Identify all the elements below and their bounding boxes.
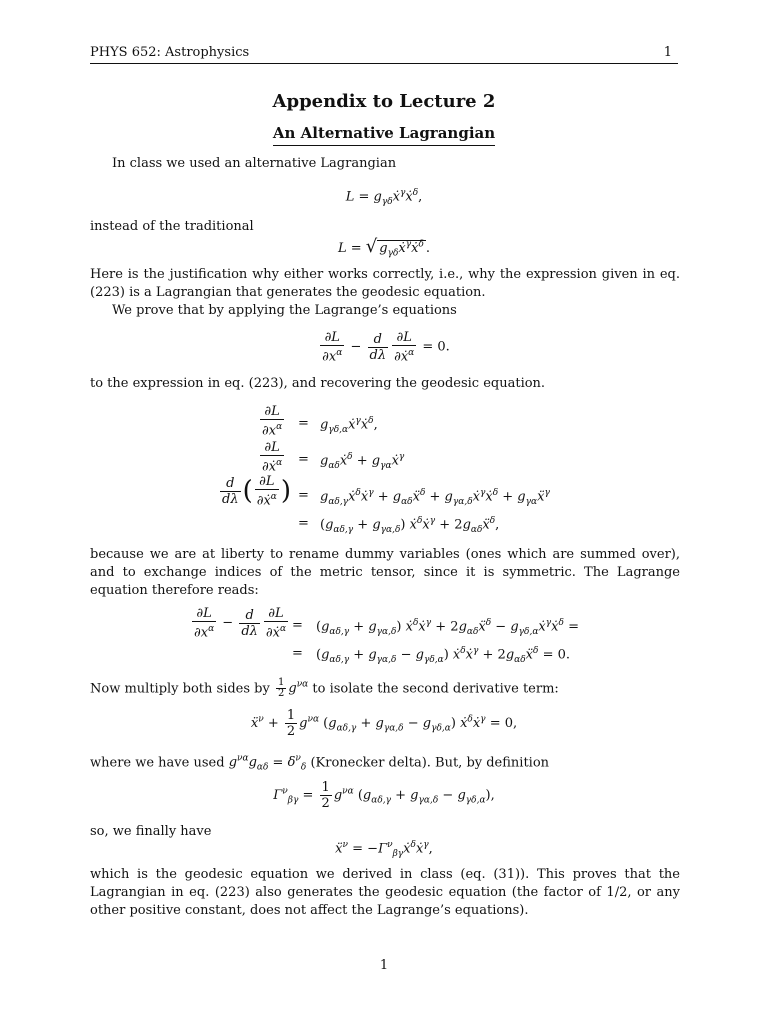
header-rule — [90, 63, 678, 64]
paragraph-1: In class we used an alternative Lagrangian — [112, 156, 397, 171]
paragraph-3: Here is the justification why either works correctly, i.e., why the expression given in eq. (223) is a Lagrangian that generates the geodesic equation. — [90, 267, 680, 300]
header-page-number: 1 — [663, 45, 672, 60]
paragraph-5: to the expression in eq. (223), and recovering the geodesic equation. — [90, 376, 546, 391]
course-title: PHYS 652: Astrophysics — [90, 45, 250, 60]
section-subtitle: An Alternative Lagrangian — [0, 124, 768, 142]
equation-christoffel-definition: $\Gamma^\nu_{\beta\gamma}$ = $\frac{1}{2}$ $g^{\nu\alpha}$ $(g_{\alpha\delta,\gamma} + g_{\gamma\alpha,\delta} - g_{\gamma\delta,\alpha})$, — [273, 780, 495, 811]
paragraph-9: so, we finally have — [90, 824, 212, 839]
page-title: Appendix to Lecture 2 — [272, 91, 496, 112]
paragraph-8: where we have used $g^{\nu\alpha}g_{\alpha\delta} = \delta^\nu_\delta$ (Kronecker delta). But, by definition — [90, 754, 550, 773]
equation-geodesic: ẍ$^\nu$ = $-\Gamma^\nu_{\beta\gamma}ẋ^\delta ẋ^\gamma$, — [335, 840, 433, 859]
equation-lagrange: $\frac{\partial L}{\partial x^\alpha}$ − $\frac{d}{d\lambda}$ $\frac{\partial L}{\partial ẋ^\alpha}$ = 0. — [322, 330, 450, 365]
paragraph-7: Now multiply both sides by $\frac{1}{2}$ $g^{\nu\alpha}$ to isolate the second derivative term: — [90, 677, 559, 700]
footer-page-number: 1 — [379, 958, 389, 973]
paragraph-4: We prove that by applying the Lagrange’s equations — [112, 303, 457, 318]
paragraph-10: which is the geodesic equation we derived in class (eq. (31)). This proves that the Lagrangian in eq. (223) also generates the geodesic equation (the factor of 1/2, or any other positive constant, does not affect the Lagrange’s equations). — [90, 867, 680, 918]
equation-traditional-lagrangian: L = √ $g_{\gamma\delta}ẋ^\gamma ẋ^\delta$ . — [337, 236, 431, 259]
equation-second-derivative: ẍ$^\nu$ + $\frac{1}{2}$ $g^{\nu\alpha}$ $(g_{\alpha\delta,\gamma} + g_{\gamma\alpha,\delta} - g_{\gamma\delta,\alpha})$ ẋ$^\delta$ẋ$^\gamma$ = 0, — [250, 708, 518, 739]
equation-alt-lagrangian: $L = g_{\gamma\delta}ẋ^\gamma ẋ^\delta$, — [345, 188, 423, 207]
paragraph-2: instead of the traditional — [90, 219, 254, 234]
paragraph-6: because we are at liberty to rename dummy variables (ones which are summed over), and to exchange indices of the metric tensor, since it is symmetric. The Lagrange equation therefore reads: — [90, 547, 680, 598]
document-page: PHYS 652: Astrophysics 1 Appendix to Lecture 2 An Alternative Lagrangian In class we used an alternative Lagrangian $L = g_{\gamma\delta}ẋ^\gamma ẋ^\delta$, instead of the traditional L = √ $g_{\gamma\delta}ẋ^\gamma ẋ^\delta$ . Here is the justification why either works correctly, i.e., why the expression given in eq. (223) is a Lagrangian that generates the geodesic equation. We prove that by applying the Lagrange’s equations $\frac{\partial L}{\partial x^\alpha}$ − $\frac{d}{d\lambda}$ $\frac{\partial L}{\partial ẋ^\alpha}$ = 0. to the expression in eq. (223), and recovering the geodesic equation. $\frac{\partial L}{\partial x^\alpha}$ = $g_{\gamma\delta,\alpha}ẋ^\gamma ẋ^\delta$, $\frac{\partial L}{\partial ẋ^\alpha}$ = $g_{\alpha\delta}ẋ^\delta$ + $g_{\gamma\alpha}ẋ^\gamma$ $\frac{d}{d\lambda}$ ( $\frac{\partial L}{\partial ẋ^\alpha}$ ) = $g_{\alpha\delta,\gamma}ẋ^\delta ẋ^\gamma$ + $g_{\alpha\delta}ẍ^\delta$ + $g_{\gamma\alpha,\delta}ẋ^\gamma ẋ^\delta$ + $g_{\gamma\alpha}ẍ^\gamma$ = $(g_{\alpha\delta,\gamma} + g_{\gamma\alpha,\delta})$ ẋ$^\delta$ẋ$^\gamma$ + $2g_{\alpha\delta}ẍ^\delta$, because we are at liberty to rename dummy variables (ones which are summed over), and to exchange indices of the metric tensor, since it is symmetric. The Lagrange equation therefore reads: $\frac{\partial L}{\partial x^\alpha}$ − $\frac{d}{d\lambda}$ $\frac{\partial L}{\partial ẋ^\alpha}$ = $(g_{\alpha\delta,\gamma} + g_{\gamma\alpha,\delta})$ ẋ$^\delta$ẋ$^\gamma$ + $2g_{\alpha\delta}ẍ^\delta$ − $g_{\gamma\delta,\alpha}ẋ^\gamma ẋ^\delta$ = = $(g_{\alpha\delta,\gamma} + g_{\gamma\alpha,\delta} - g_{\gamma\delta,\alpha})$ ẋ$^\delta$ẋ$^\gamma$ + $2g_{\alpha\delta}ẍ^\delta = 0$. Now multiply both sides by $\frac{1}{2}$ $g^{\nu\alpha}$ to isolate the second derivative term: ẍ$^\nu$ + $\frac{1}{2}$ $g^{\nu\alpha}$ $(g_{\alpha\delta,\gamma} + g_{\gamma\alpha,\delta} - g_{\gamma\delta,\alpha})$ ẋ$^\delta$ẋ$^\gamma$ = 0, where we have used $g^{\nu\alpha}g_{\alpha\delta} = \delta^\nu_\delta$ (Kronecker delta). But, by definition $\Gamma^\nu_{\beta\gamma}$ = $\frac{1}{2}$ $g^{\nu\alpha}$ $(g_{\alpha\delta,\gamma} + g_{\gamma\alpha,\delta} - g_{\gamma\delta,\alpha})$, so, we finally have ẍ$^\nu$ = $-\Gamma^\nu_{\beta\gamma}ẋ^\delta ẋ^\gamma$, which is the geodesic equation we derived in class (eq. (31)). This proves that the Lagrangian in eq. (223) also generates the geodesic equation (the factor of 1/2, or any other positive constant, does not affect the Lagrange’s equations). 1 — [0, 0, 768, 1024]
